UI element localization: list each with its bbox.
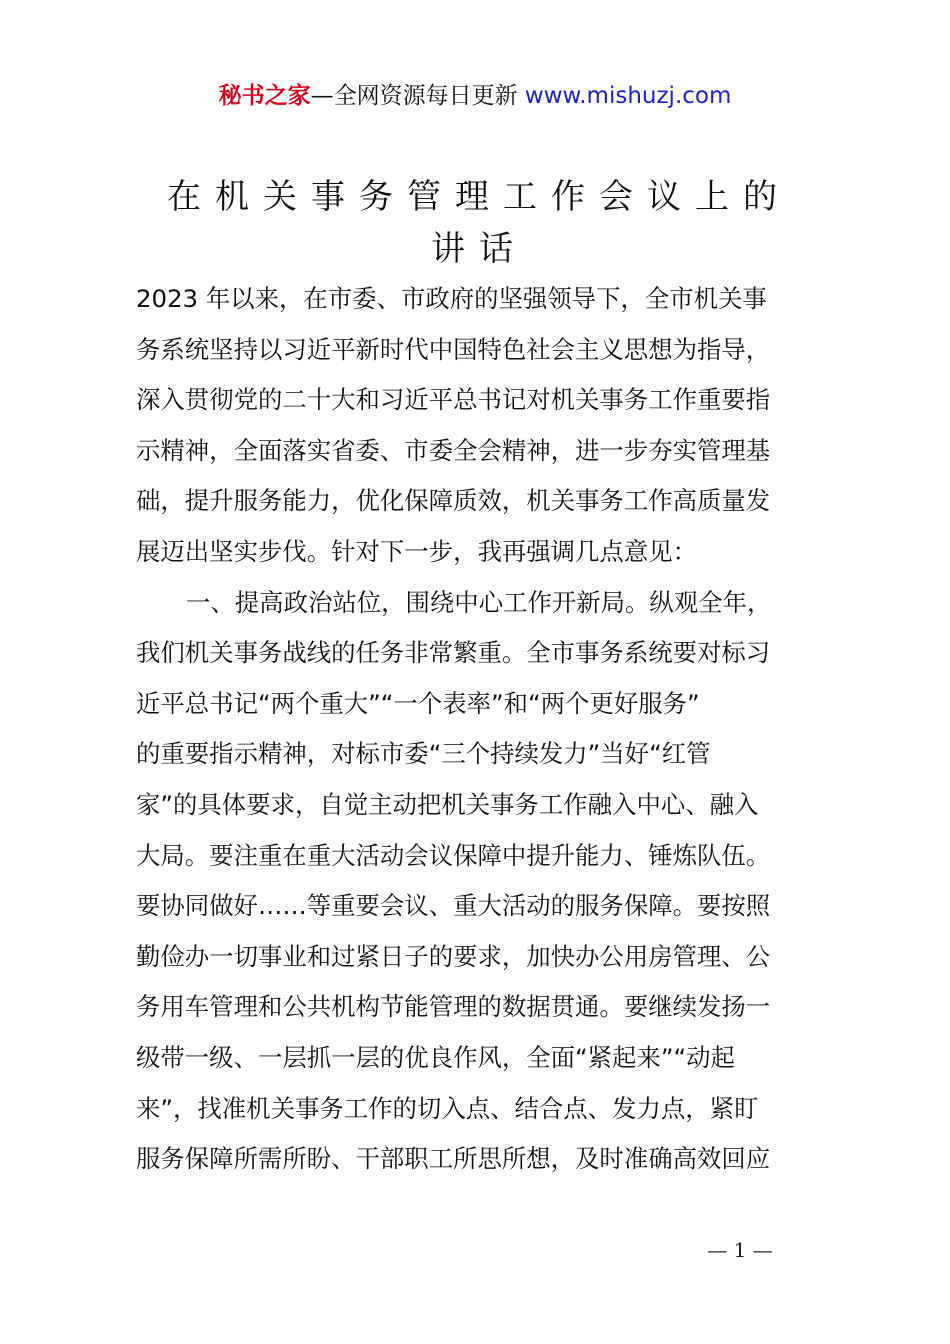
body-line: 勤俭办一切事业和过紧日子的要求，加快办公用房管理、公 [136, 941, 771, 971]
body-line: 级带一级、一层抓一层的优良作风，全面“紧起来”“动起 [136, 1042, 735, 1072]
body-line: 我们机关事务战线的任务非常繁重。全市事务系统要对标习 [136, 638, 771, 668]
site-banner [0, 80, 950, 112]
body-line: 务系统坚持以习近平新时代中国特色社会主义思想为指导， [136, 334, 771, 364]
body-line: 大局。要注重在重大活动会议保障中提升能力、锤炼队伍。 [136, 840, 771, 870]
body-line: 础，提升服务能力，优化保障质效，机关事务工作高质量发 [136, 486, 771, 516]
page-number: — 1 — [707, 1238, 773, 1262]
section-heading-line: 一、提高政治站位，围绕中心工作开新局。纵观全年， [186, 587, 772, 617]
document-title-line-2: 讲话 [431, 229, 527, 269]
document-title-line-1: 在机关事务管理工作会议上的 [167, 177, 791, 217]
body-line: 的重要指示精神，对标市委“三个持续发力”当好“红管 [136, 739, 711, 769]
document-body [136, 274, 826, 1185]
body-line: 展迈出坚实步伐。针对下一步，我再强调几点意见： [136, 536, 697, 566]
brand-name: 秘书之家 [218, 83, 311, 109]
body-line: 2023 年以来，在市委、市政府的坚强领导下，全市机关事 [136, 284, 767, 313]
body-line: 务用车管理和公共机构节能管理的数据贯通。要继续发扬一 [136, 992, 771, 1022]
body-line: 服务保障所需所盼、干部职工所思所想，及时准确高效回应 [136, 1144, 771, 1174]
body-line: 深入贯彻党的二十大和习近平总书记对机关事务工作重要指 [136, 385, 771, 415]
site-url[interactable]: www.mishuzj.com [524, 83, 732, 109]
body-line: 要协同做好……等重要会议、重大活动的服务保障。要按照 [136, 891, 771, 921]
body-line: 家”的具体要求，自觉主动把机关事务工作融入中心、融入 [136, 789, 759, 819]
body-line: 近平总书记“两个重大”“一个表率”和“两个更好服务” [136, 688, 700, 718]
body-line: 示精神，全面落实省委、市委全会精神，进一步夯实管理基 [136, 435, 771, 465]
body-line: 来”，找准机关事务工作的切入点、结合点、发力点，紧盯 [136, 1093, 759, 1123]
banner-slogan: —全网资源每日更新 [310, 83, 525, 109]
